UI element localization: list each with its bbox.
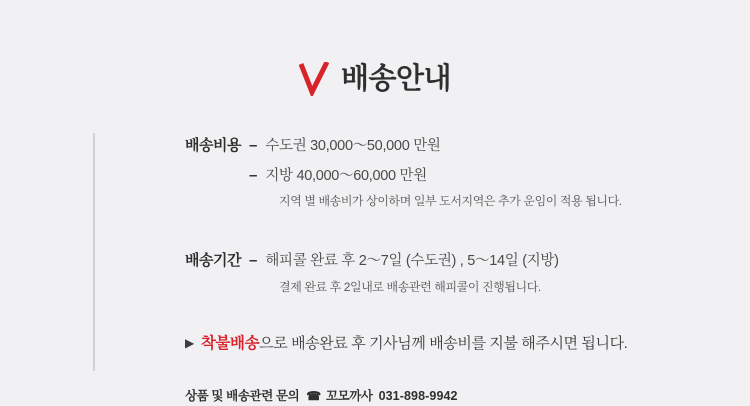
contact-line <box>185 386 725 404</box>
cod-highlight-text: 착불배송 <box>200 335 260 352</box>
left-vertical-divider <box>93 133 95 371</box>
shipping-period-note: 결제 완료 후 2일내로 배송관련 해피콜이 진행됩니다. <box>279 280 541 294</box>
shipping-period-dash: – <box>248 252 258 269</box>
shipping-period-label: 배송기간 <box>185 252 241 269</box>
cod-rest-text: 으로 배송완료 후 기사님께 배송비를 지불 해주시면 됩니다. <box>259 335 628 352</box>
contact-phone-number: 031-898-9942 <box>378 389 458 403</box>
phone-icon: ☎ <box>306 389 321 403</box>
cod-notice <box>185 331 725 353</box>
arrow-right-icon: ▶ <box>185 336 194 350</box>
page-title: 배송안내 <box>340 63 452 95</box>
shipping-fee-note: 지역 별 배송비가 상이하며 일부 도서지역은 추가 운임이 적용 됩니다. <box>279 194 622 208</box>
shipping-fee-value-metro: 수도권 30,000〜50,000 만원 <box>265 138 441 154</box>
shipping-period-block <box>185 249 725 295</box>
shipping-fee-value-local: 지방 40,000〜60,000 만원 <box>265 168 427 184</box>
shipping-fee-dash-2: – <box>249 167 258 184</box>
shipping-fee-dash: – <box>248 137 258 154</box>
contact-company-name: 꼬모까사 <box>325 389 373 403</box>
shipping-period-value: 해피콜 완료 후 2〜7일 (수도권) , 5〜14일 (지방) <box>265 253 559 269</box>
shipping-period-row <box>185 249 725 270</box>
check-mark-icon <box>299 62 329 96</box>
content-area <box>185 134 725 404</box>
shipping-fee-label: 배송비용 <box>185 137 241 154</box>
shipping-fee-row-1 <box>185 134 725 155</box>
page-title-row <box>0 56 750 97</box>
shipping-fee-row-2 <box>185 164 725 185</box>
contact-label: 상품 및 배송관련 문의 <box>185 389 300 403</box>
